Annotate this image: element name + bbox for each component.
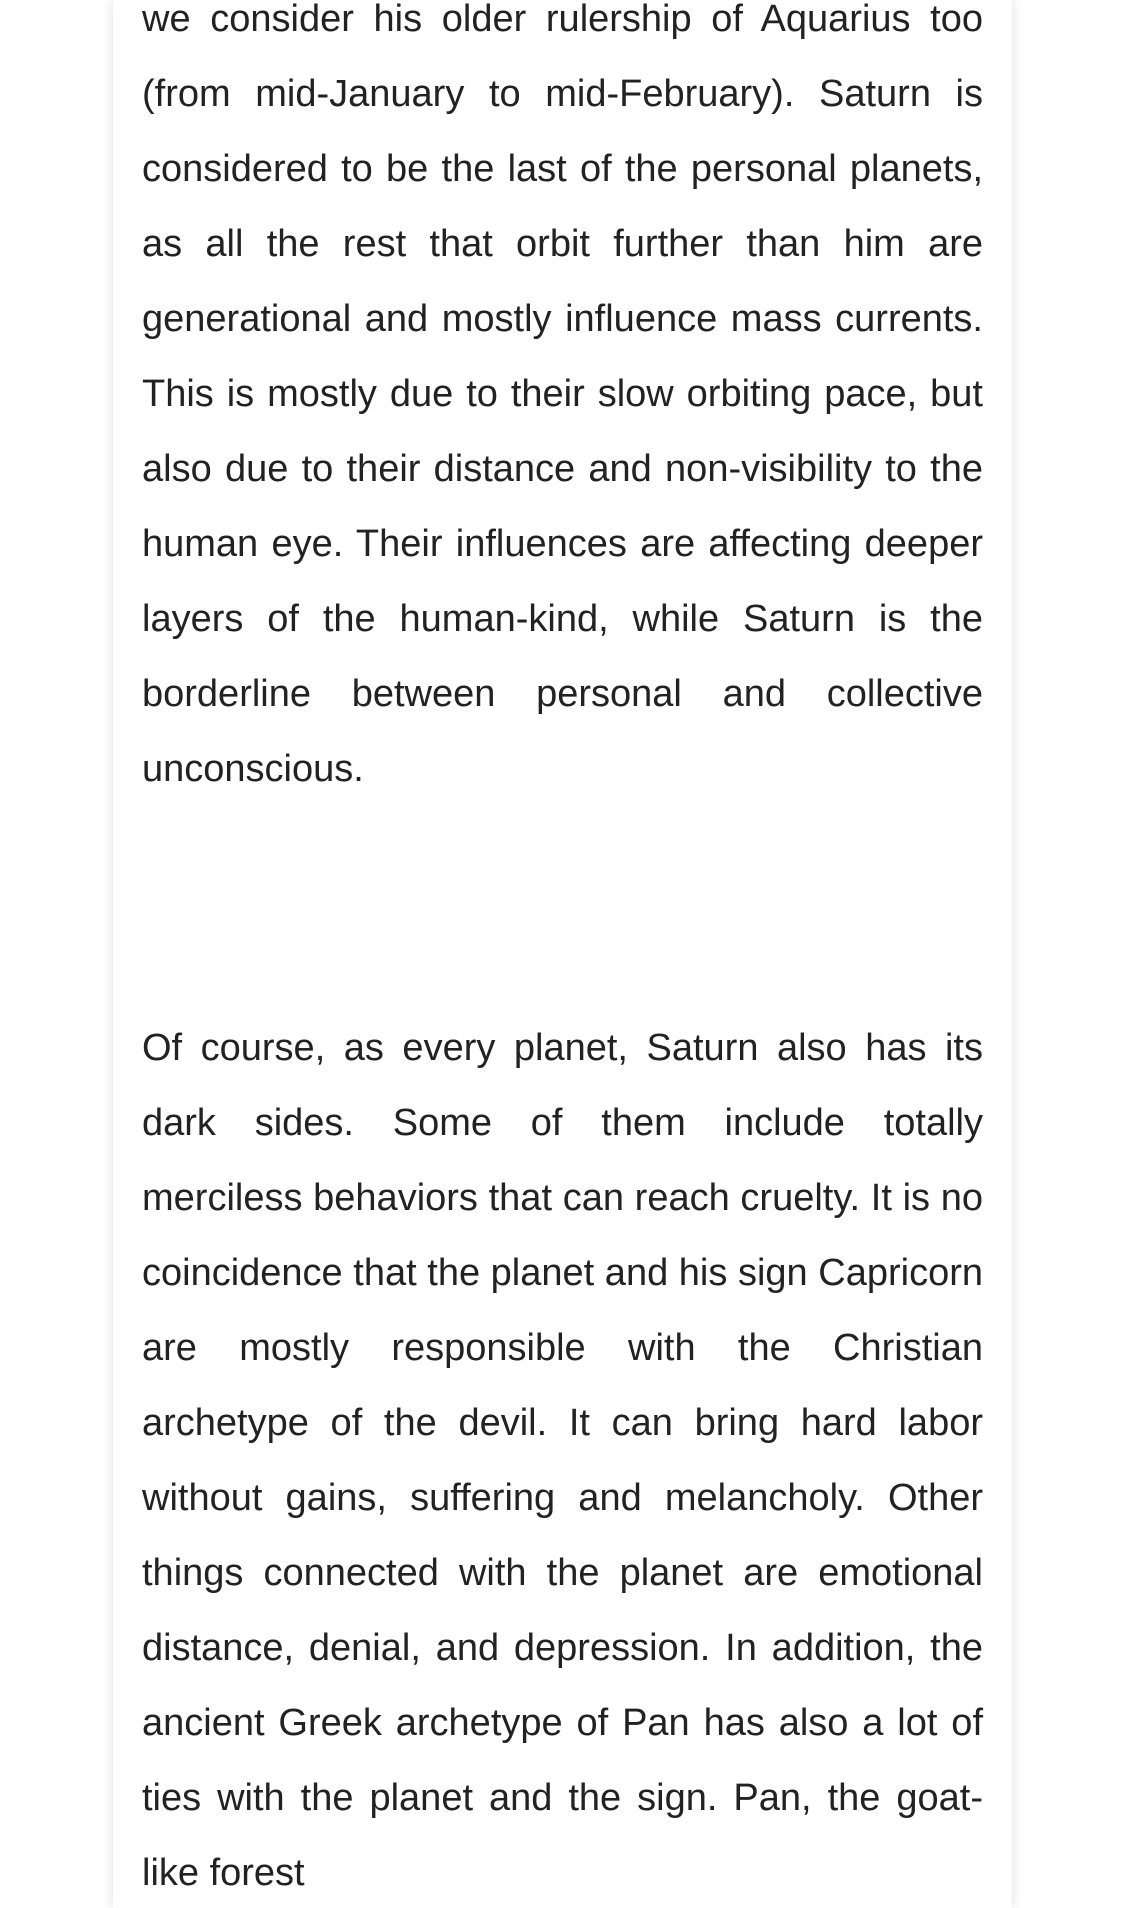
article-card: [113, 0, 1012, 1908]
article-paragraph-2: Of course, as every planet, Saturn also has its dark sides. Some of them include totally merciless behaviors that can reach cruelty. It is no coincidence that the planet and his sign Capricorn are mostly responsible with the Christian archetype of the devil. It can bring hard labor without gains, suffering and melancholy. Other things connected with the planet are emotional distance, denial, and depression. In addition, the ancient Greek archetype of Pan has also a lot of ties with the planet and the sign. Pan, the goat-like forest: [142, 1027, 983, 1894]
article-paragraph-1: we consider his older rulership of Aquarius too (from mid-January to mid-February). Saturn is considered to be the last of the personal planets, as all the rest that orbit further than him are generational and mostly influence mass currents. This is mostly due to their slow orbiting pace, but also due to their distance and non-visibility to the human eye. Their influences are affecting deeper layers of the human-kind, while Saturn is the borderline between personal and collective unconscious.: [142, 0, 983, 790]
